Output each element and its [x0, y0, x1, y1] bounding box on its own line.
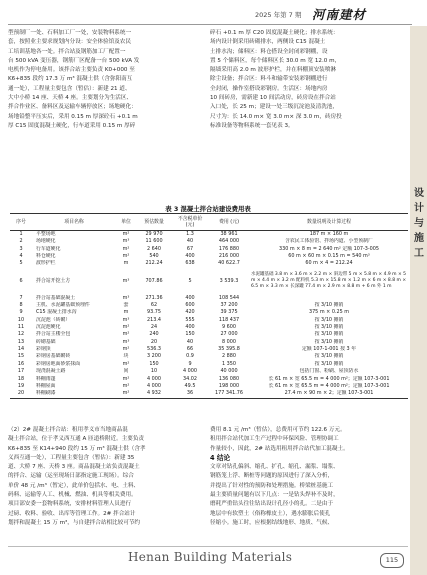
table-cell: 水泥罐基础 3.8 m × 3.6 m × 2.2 m × 斜边带 5 m × 5.8 m × 4.9 m × 5 m × 4.4 m × 3.2 m 配料机 5.3 m × 15.8 m × 1.2 m × 6 m × 8.8 m × 6.5 m × 3.3 m × 长深罐 77.4 m × 2.9 m × 8.8 m + 6 m 外 1 m [251, 272, 407, 290]
body-line: 碎石 +0.1 m 厚 C20 固度混凝土硬化；排水系统： [210, 30, 339, 36]
body-line: 土排水沟；储料区：料仓搭设全封闭彩钢棚，设 [210, 48, 328, 55]
header-divider [8, 24, 412, 25]
body-line: K6+835 至 K14+940 段约 15 万 m³ 混凝土供（含孝 [8, 445, 146, 452]
journal-english-title: Henan Building Materials [128, 550, 293, 564]
table-cell: 20 [150, 338, 158, 345]
column-header: 预估数量 [136, 214, 172, 231]
table-row [10, 346, 408, 353]
table-cell: 现浇混凝土路 [36, 368, 66, 375]
table-cell: 400 [185, 253, 195, 260]
table-cell: 27 000 [220, 331, 238, 338]
table-row [10, 331, 408, 338]
table-cell: 4 000 [146, 382, 161, 389]
body-line: 径缩小。施工时，应根据结线地形、地质、气候、 [210, 519, 334, 526]
table-cell: 18 [17, 375, 25, 382]
table-cell: 66 [186, 346, 194, 353]
bottom-right-column [210, 426, 408, 528]
table-cell: m³ [122, 238, 130, 245]
column-header: 单位 [116, 214, 136, 231]
table-cell: 216 000 [218, 253, 240, 260]
page-number: 115 [380, 553, 404, 568]
column-header: 费用 (元) [208, 214, 250, 231]
table-row [10, 353, 408, 360]
table-cell: 14 [17, 346, 25, 353]
body-line: K6+835 段约 17.3 万 m³ 混凝土供（含弥阳南互 [8, 76, 133, 83]
table-cell: 19 [17, 382, 25, 389]
table-cell: m² [122, 375, 130, 382]
table-cell: 150 [149, 360, 159, 367]
table-cell: 213.4 [146, 316, 161, 323]
body-line: 划拌和混凝土 15 万 m³，与自建拌合站相比较可节约 [8, 519, 141, 526]
body-line: 除尘设备；拌合区：料斗和输带安装彩钢棚进行 [210, 76, 328, 83]
table-cell: 198 000 [218, 382, 240, 389]
body-line: 钢筋笼上浮、断桩等问题的原因进行了深入分析， [210, 473, 334, 480]
table-cell: 料棚屋面 [36, 382, 56, 389]
table-cell: 0.9 [186, 353, 194, 360]
table-row [10, 231, 408, 239]
table-row [10, 309, 408, 316]
table-body [10, 231, 408, 399]
table-cell: 彩钢房地面砂浆抹面 [36, 360, 81, 367]
footer-divider [8, 546, 408, 547]
table-cell: 1 [19, 231, 23, 237]
journal-title: 河南建材 [312, 7, 367, 22]
body-line: 电机作为停电备用。该拌合站主要负责 K0+000 至 [8, 67, 135, 74]
body-line: 租用拌合站代加工生产过程中环保风险、管理协调工 [210, 436, 339, 443]
table-cell [250, 295, 408, 302]
section-side-strip [410, 26, 427, 575]
table-cell: m² [122, 360, 130, 367]
body-line: 大中小桥 14 座、天桥 4 座。主要划分为生活区、 [8, 95, 133, 102]
table-cell: 块 [123, 353, 129, 360]
table-cell: 638 [185, 260, 195, 267]
table-cell: 8 [19, 302, 23, 309]
table-cell: 9 [19, 309, 23, 316]
table-cell: 27.4 m × 90 m × 2；定额 107-3-001 [250, 390, 408, 398]
body-line: 文章对钻孔偏斜、缩孔、扩孔、缩孔、漏浆、塌浆、 [210, 464, 339, 471]
table-cell: 212.24 [145, 260, 163, 267]
table-cell: 1 350 [221, 360, 236, 367]
table-cell: 拌合站主楼全包 [36, 331, 71, 338]
table-cell: 330 m × 8 m = 2 640 m² 定额 107-3-005 [279, 245, 379, 252]
body-line: 隔墙采用高 2.0 m 波形护栏，并在料棚顶安装喷淋 [210, 67, 336, 74]
table-cell: 375 m × 0.25 m [308, 309, 350, 316]
table-cell: 17 [17, 368, 25, 375]
table-cell: 按 3/10 摊销 [314, 324, 344, 331]
table-cell: 彩钢顶 [36, 346, 51, 353]
table-cell: 4 932 [136, 390, 172, 398]
table-cell: m² [122, 324, 130, 331]
table-cell: 9 [188, 360, 192, 367]
body-line: 10 间砖房，需新建 10 间活动房，砖房设在拌合站 [210, 95, 336, 102]
body-line: 拌合作业区、备料区及运输车辆停放区；场地硬化： [8, 104, 137, 111]
table-cell: 平整场地 [36, 231, 56, 237]
body-line: 最主要质量问题有以下几点：一是钻头焊补不及时， [210, 492, 339, 499]
body-line: 凝土拌合站，位于孝义西互通 A 匝道桥附近。主要负责 [8, 436, 145, 443]
column-header: 项目名称 [32, 214, 116, 231]
table-cell: 包括门窗、粉刷、屋顶防水 [299, 368, 359, 375]
table-cell: 12 [17, 331, 25, 338]
table-cell: 36 [172, 390, 208, 398]
table-cell: 600 [185, 302, 195, 309]
table-cell: 定额 107-1-001 按 3 年 [301, 346, 357, 353]
table-cell: 4 [19, 253, 23, 260]
table-cell: 400 [185, 324, 195, 331]
table-cell: m² [122, 253, 130, 260]
table-cell: 5 [19, 260, 23, 267]
table-cell: m² [122, 346, 130, 353]
column-header: 数量说明及计算过程 [250, 214, 408, 231]
table-cell: 按 3/10 摊销 [314, 331, 344, 338]
table-row [10, 361, 408, 368]
table-cell: 拌合站开挖土方 [36, 278, 71, 285]
body-line: 场内设计倒采用砖砌排水，两侧设 C15 混凝土 [210, 39, 326, 46]
section-label-char: 工 [414, 248, 424, 259]
table-cell: 108 544 [218, 294, 240, 301]
table-cell: 93.75 [146, 309, 161, 316]
body-line: 场地铅整平压实后，采用 0.15 m 厚深砼石 +0.1 m [8, 113, 138, 120]
table-cell: 4 000 [182, 368, 197, 375]
body-line: 套，按照业主要求规划内分设：安全体验馆及农民 [8, 39, 132, 46]
body-line: 码料、运输等人工、机械、燃油、机具等相关费用。 [8, 492, 137, 499]
body-line: 费用 8.1 元 /m³（暂估），总费用可节约 122.6 万元。 [210, 427, 346, 433]
section-label-char: 与 [414, 218, 424, 229]
table-row [10, 268, 408, 295]
table-cell: 按 3/10 摊销 [314, 302, 344, 309]
table-cell: 间 [123, 368, 129, 375]
column-header: 不含税单价 (元) [172, 214, 208, 231]
table-cell: 10 [17, 316, 25, 323]
table-row [10, 339, 408, 346]
table-cell: 9 600 [221, 324, 236, 331]
table-cell: m² [116, 390, 136, 398]
table-row [10, 246, 408, 253]
section-label-char: 施 [414, 233, 424, 244]
table-cell: 长 61 m × 宽 65.5 m = 4 000 m²；定额 107-3-001 [268, 382, 390, 389]
table-cell: 料棚刷漆 [32, 390, 116, 398]
cost-table [10, 213, 408, 399]
table-row [10, 238, 408, 245]
table-row [10, 324, 408, 331]
table-cell: 536.3 [146, 346, 161, 353]
table-cell: 13 [17, 338, 25, 345]
table-cell: 420 [185, 309, 195, 316]
body-line: 台 500 kVA 变压器，钢筋厂区配备一台 500 kVA 发 [8, 57, 140, 64]
table-row [10, 295, 408, 302]
body-line: 厚 C15 固度混凝土硬化，行车道采用 0.15 m 厚碎 [8, 122, 136, 129]
body-line: 置 5 个储料区，每个储料区长 30.0 m 宽 12.0 m， [210, 57, 341, 64]
table-cell: 20 [10, 390, 32, 398]
table-cell: 2 [19, 238, 23, 245]
body-line: 型预制厂一处、石料加工厂一处，安装物料系统一 [8, 30, 132, 36]
body-line: 磨耗严重钻头往往钻出设计孔径小的孔。二是由于 [210, 501, 334, 508]
body-line: 作量较小，因此，2# 站选用租用拌合站代加工混凝土。 [210, 445, 349, 452]
table-row [10, 390, 408, 398]
table-cell: 34.02 [182, 375, 197, 382]
table-cell: 彩钢房基础砌砖 [36, 353, 71, 360]
table-cell: 按 3/10 摊销 [314, 353, 344, 360]
table-cell: m [123, 260, 129, 267]
body-line: 通一处），工程量主要包含（暂估）：新建 21 道、 [8, 85, 131, 92]
table-cell: 60 m × 4 = 212.24 [305, 260, 353, 267]
table-cell: 3 539.3 [219, 278, 239, 285]
table-cell: m³ [122, 294, 130, 301]
body-line: 全封闭，操作室搭设彩钢房。生活区：场地内房 [210, 85, 328, 92]
table-cell: m [123, 309, 129, 316]
table-cell: m² [122, 245, 130, 252]
body-line: 标准设备等物料系统一套见表 3。 [210, 122, 294, 129]
table-cell: 150 [185, 331, 195, 338]
table-cell: 含农民工体验馆、拌场内道、小型预制厂 [284, 238, 374, 245]
table-row [10, 368, 408, 375]
table-cell: 15 [17, 353, 25, 360]
table-cell: 4 000 [146, 375, 161, 382]
table-cell: 波形护栏 [36, 260, 56, 267]
body-line: 入口处，长 25 m；建设一处三级沉淀池及清洗池， [210, 104, 338, 111]
table-cell: 6 [19, 278, 23, 285]
table-cell: 40 [186, 238, 194, 245]
table-cell: 11 600 [145, 238, 163, 245]
table-cell: 料仓硬化 [36, 253, 56, 260]
table-cell: 11 [17, 324, 25, 331]
table-cell: 3 200 [146, 353, 161, 360]
table-cell: 271.36 [145, 294, 163, 301]
table-cell: 40 000 [220, 368, 238, 375]
table-cell: 8 000 [221, 338, 236, 345]
table-cell: m³ [122, 278, 130, 285]
table-cell: 16 [17, 360, 25, 367]
table-row [10, 260, 408, 267]
bottom-left-column [8, 426, 205, 528]
table-cell: m² [122, 231, 130, 237]
top-left-column [8, 29, 205, 131]
body-line: 工培训基地各一处。拌合站及钢筋加工厂配置一 [8, 48, 126, 55]
table-cell: 49.5 [184, 382, 196, 389]
section-label-char: 计 [414, 203, 424, 214]
table-cell: 707.86 [145, 278, 163, 285]
table-cell: 5 [188, 278, 192, 285]
table-cell: 长 61 m × 宽 65.5 m = 4 000 m²；定额 107-3-001 [268, 375, 390, 382]
section-label [413, 186, 425, 261]
table-cell: m² [122, 331, 130, 338]
table-cell: 套 [123, 302, 129, 309]
table-cell: 沉淀池（砖砌） [36, 316, 71, 323]
table-cell: 拌合站基础混凝土 [36, 294, 76, 301]
table-cell: 39 375 [220, 309, 238, 316]
table-cell: 35 395.8 [218, 346, 240, 353]
table-cell: 10 [150, 368, 158, 375]
page-header [0, 0, 427, 26]
table-cell: 555 [185, 316, 195, 323]
table-row [10, 376, 408, 383]
table-cell: 按 3/10 摊销 [314, 338, 344, 345]
body-line: （2）2# 混凝土拌合站：租用孝义市当地商品混 [8, 427, 128, 433]
body-line: 道、大桥 7 座、天桥 3 座。商品混凝土站负责混凝土 [8, 464, 140, 471]
table-cell: 3 [19, 245, 23, 252]
table-cell: 24 [150, 324, 158, 331]
table-cell: 400 [185, 294, 195, 301]
table-cell: 37 200 [220, 302, 238, 309]
table-cell: 38 961 [220, 231, 238, 237]
body-line: 的拌合、运输（运至现场日部指定施工现场）。综合 [8, 473, 134, 480]
table-cell: 60 m × 60 m × 0.15 m = 540 m³ [288, 253, 370, 260]
table-cell: 按 3/10 摊销 [314, 360, 344, 367]
table-header-row [10, 214, 408, 231]
table-cell: 沉淀池硬化 [36, 324, 61, 331]
table-cell: 40 622.7 [218, 260, 240, 267]
body-line: 尺寸为：长 14.0 m× 宽 3.0 m× 深 3.0 m，砖房投 [210, 113, 342, 120]
top-right-column [210, 29, 408, 131]
body-line: 单价 48 元 /m³（暂定），此单价包括水、电、土料、 [8, 482, 140, 489]
body-line: 过磅、收料、验收、出库等管理工作。2# 拌合站计 [8, 510, 136, 517]
table-cell: 行车道硬化 [36, 245, 61, 252]
table-cell: 187 m × 160 m [309, 231, 349, 237]
body-line: 项目部安委一套物料系统，安排材料管理人员进行 [8, 501, 132, 508]
table-row [10, 253, 408, 260]
table-cell: 464 000 [218, 238, 240, 245]
table-cell: 砖砌基础 [36, 338, 56, 345]
table-cell: 118 437 [218, 316, 240, 323]
body-line: 并提出了针对性的预防和处理措施。桥梁桩基施工 [210, 482, 334, 489]
table-row [10, 302, 408, 309]
body-line: 地层中有软塑土（俗称橡皮土），遇水膨胀后使孔 [210, 510, 331, 517]
table-cell: 40 [186, 338, 194, 345]
table-cell: 2 880 [221, 353, 236, 360]
table-cell: m² [122, 382, 130, 389]
table-cell: 料棚雨篷 [36, 375, 56, 382]
section-label-char: 设 [414, 188, 424, 199]
table-cell: 136 080 [218, 375, 240, 382]
table-cell: 29 970 [145, 231, 163, 237]
table-cell: 按 3/10 摊销 [314, 316, 344, 323]
table-cell: 2 640 [146, 245, 161, 252]
table-cell: 176 880 [218, 245, 240, 252]
table-row [10, 383, 408, 390]
table-cell: 主机、水泥罐基础预埋件 [36, 302, 90, 309]
table-cell: 240 [149, 331, 159, 338]
table-cell: 7 [19, 294, 23, 301]
table-cell: m³ [122, 338, 130, 345]
column-header: 序号 [10, 214, 32, 231]
table-cell: 62 [150, 302, 158, 309]
table-cell: 1.3 [186, 231, 194, 237]
table-cell: 67 [186, 245, 194, 252]
body-line: 义西互通一处），工程量主要包含（暂估）：新建 35 [8, 454, 135, 461]
table-row [10, 317, 408, 324]
table-cell: C15 混凝土排水沟 [36, 309, 77, 316]
table-cell: 540 [149, 253, 159, 260]
table-cell: 场地硬化 [36, 238, 56, 245]
table-title: 表 3 混凝土拌合站建设费用表 [165, 205, 251, 213]
table-cell: 177 341.76 [208, 390, 250, 398]
issue-number: 2025 年第 7 期 [255, 11, 302, 19]
section-heading: 4 结论 [210, 453, 231, 462]
table-cell: m³ [122, 316, 130, 323]
